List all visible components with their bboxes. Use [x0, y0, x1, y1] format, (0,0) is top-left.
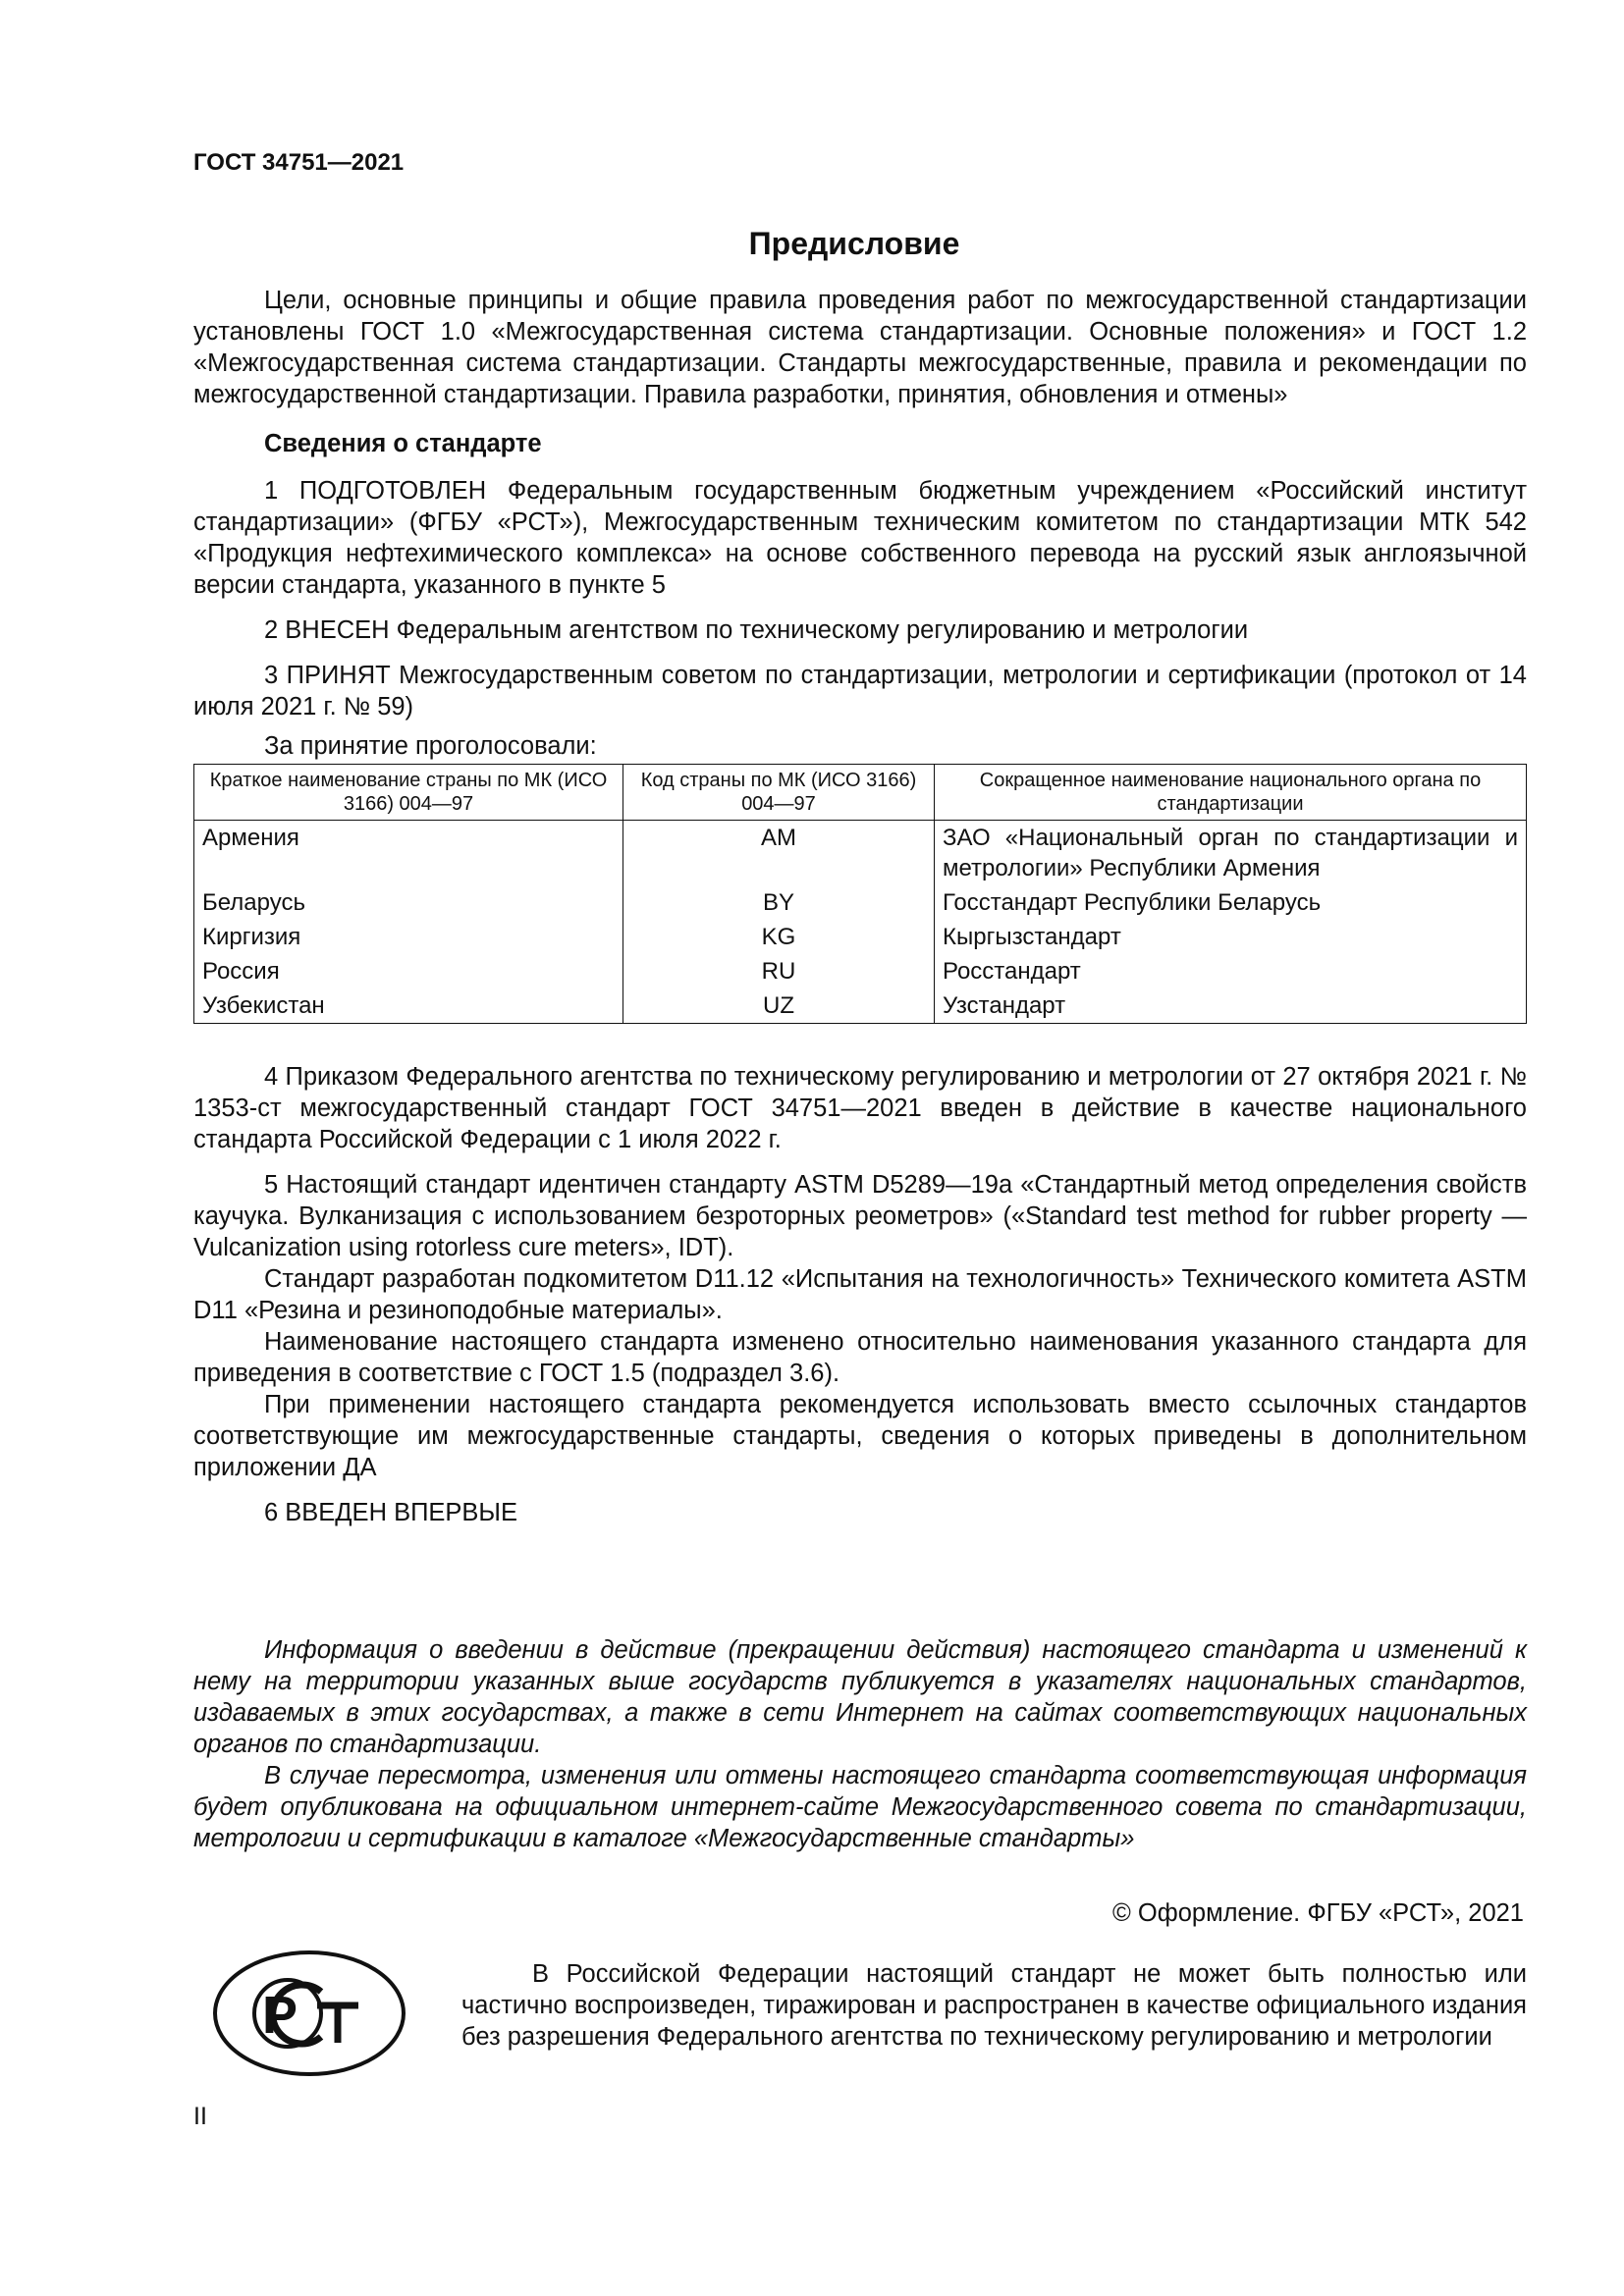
- document-header: ГОСТ 34751—2021: [193, 149, 405, 176]
- page-number: II: [193, 2103, 207, 2130]
- table-row: [194, 885, 1527, 920]
- table-row: [194, 821, 1527, 886]
- item-5-paragraph-4: При применении настоящего стандарта рекомендуется использовать вместо ссылочных стандартов соответствующие им межгосударственные стандарты, сведения о которых приведены в дополнительном приложении ДА: [193, 1391, 1527, 1481]
- org-cell: ЗАО «Национальный орган по стандартизации и метрологии» Республики Армения: [935, 821, 1527, 886]
- publication-info-paragraph-1: Информация о введении в действие (прекращении действия) настоящего стандарта и изменений к нему на территории указанных выше государств публикуется в указателях национальных стандартов, издаваемых в этих государствах, а также в сети Интернет на сайтах соответствующих национальных органов по стандартизации.: [193, 1636, 1527, 1758]
- column-header-country: Краткое наименование страны по МК (ИСО 3166) 004—97: [194, 765, 623, 821]
- code-cell: KG: [623, 920, 935, 954]
- item-5-paragraph-2: Стандарт разработан подкомитетом D11.12 «Испытания на технологичность» Технического комитета ASTM D11 «Резина и резиноподобные материалы».: [193, 1265, 1527, 1324]
- item-2: 2 ВНЕСЕН Федеральным агентством по техническому регулированию и метрологии: [264, 616, 1249, 644]
- code-cell: UZ: [623, 988, 935, 1024]
- org-cell: Госстандарт Республики Беларусь: [935, 885, 1527, 920]
- item-4: 4 Приказом Федерального агентства по техническому регулированию и метрологии от 27 октября 2021 г. № 1353-ст межгосударственный стандарт ГОСТ 34751—2021 введен в действие в качестве национального стандарта Российской Федерации с 1 июля 2022 г.: [193, 1063, 1527, 1153]
- column-header-code: Код страны по МК (ИСО 3166) 004—97: [623, 765, 935, 821]
- voting-table: [193, 764, 1527, 1024]
- copyright-line: © Оформление. ФГБУ «РСТ», 2021: [1112, 1899, 1524, 1927]
- rst-logo: [211, 1949, 407, 2078]
- code-cell: BY: [623, 885, 935, 920]
- info-heading: Сведения о стандарте: [264, 430, 542, 457]
- org-cell: Росстандарт: [935, 954, 1527, 988]
- country-cell: Россия: [194, 954, 623, 988]
- org-cell: Узстандарт: [935, 988, 1527, 1024]
- item-1: 1 ПОДГОТОВЛЕН Федеральным государственным бюджетным учреждением «Российский институт стандартизации» (ФГБУ «РСТ»), Межгосударственным техническим комитетом по стандартизации МТК 542 «Продукция нефтехимического комплекса» на основе собственного перевода на русский язык англоязычной версии стандарта, указанного в пункте 5: [193, 477, 1527, 599]
- country-cell: Армения: [194, 821, 623, 886]
- country-cell: Киргизия: [194, 920, 623, 954]
- copyright-notice-text: В Российской Федерации настоящий стандарт не может быть полностью или частично воспроизведен, тиражирован и распространен в качестве официального издания без разрешения Федерального агентства по техническому регулированию и метрологии: [461, 1960, 1527, 2051]
- column-header-org: Сокращенное наименование национального органа по стандартизации: [935, 765, 1527, 821]
- item-3: 3 ПРИНЯТ Межгосударственным советом по стандартизации, метрологии и сертификации (протокол от 14 июля 2021 г. № 59): [193, 662, 1527, 721]
- code-cell: AM: [623, 821, 935, 886]
- item-6: 6 ВВЕДЕН ВПЕРВЫЕ: [264, 1499, 518, 1526]
- org-cell: Кыргызстандарт: [935, 920, 1527, 954]
- code-cell: RU: [623, 954, 935, 988]
- publication-info: [193, 1634, 1527, 1854]
- table-row: [194, 920, 1527, 954]
- table-header-row: [194, 765, 1527, 821]
- country-cell: Узбекистан: [194, 988, 623, 1024]
- vote-label: За принятие проголосовали:: [264, 732, 597, 760]
- publication-info-paragraph-2: В случае пересмотра, изменения или отмены настоящего стандарта соответствующая информация будет опубликована на официальном интернет-сайте Межгосударственного совета по стандартизации, метрологии и сертификации в каталоге «Межгосударственные стандарты»: [193, 1762, 1527, 1852]
- item-5-paragraph-1: 5 Настоящий стандарт идентичен стандарту ASTM D5289—19a «Стандартный метод определения свойств каучука. Вулканизация с использованием безроторных реометров» («Standard test method for rubber property — Vulcanization using rotorless cure meters», IDT).: [193, 1171, 1527, 1261]
- table-row: [194, 988, 1527, 1024]
- country-cell: Беларусь: [194, 885, 623, 920]
- intro-paragraph: Цели, основные принципы и общие правила проведения работ по межгосударственной стандартизации установлены ГОСТ 1.0 «Межгосударственная система стандартизации. Основные положения» и ГОСТ 1.2 «Межгосударственная система стандартизации. Стандарты межгосударственные, правила и рекомендации по межгосударственной стандартизации. Правила разработки, принятия, обновления и отмены»: [193, 287, 1527, 408]
- page-title: Предисловие: [748, 226, 960, 261]
- preface-body: [193, 285, 1527, 1542]
- svg-text:Р: Р: [261, 1986, 298, 2045]
- table-row: [194, 954, 1527, 988]
- item-5-paragraph-3: Наименование настоящего стандарта изменено относительно наименования указанного стандарта для приведения в соответствие с ГОСТ 1.5 (подраздел 3.6).: [193, 1328, 1527, 1387]
- copyright-notice: [461, 1958, 1527, 2053]
